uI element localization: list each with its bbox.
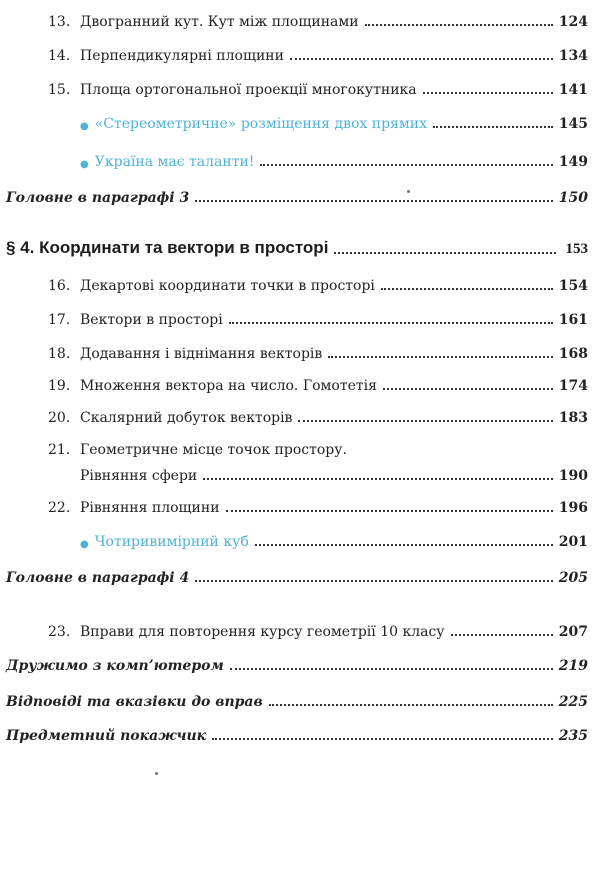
- toc-entry-22[interactable]: [48, 490, 588, 516]
- entry-page: 141: [558, 82, 588, 98]
- entry-title: Вправи для повторення курсу геометрії 10 класу: [80, 624, 445, 640]
- entry-title: Двогранний кут. Кут між площинами: [80, 14, 359, 30]
- entry-title: Чотиривимірний куб: [94, 534, 249, 550]
- entry-page: 207: [558, 624, 588, 640]
- toc-subentry-ukraine-talents[interactable]: [80, 144, 588, 170]
- entry-page: 219: [558, 658, 588, 674]
- entry-page: 196: [558, 500, 588, 516]
- dot-leader: [255, 543, 553, 546]
- entry-number: 18.: [48, 346, 71, 362]
- toc-entry-20[interactable]: [48, 400, 588, 426]
- entry-number: 19.: [48, 378, 71, 394]
- toc-summary-4[interactable]: [6, 560, 588, 586]
- entry-title: Україна має таланти!: [94, 154, 255, 170]
- entry-page: 225: [558, 694, 588, 710]
- dot-leader: [433, 125, 553, 128]
- dot-leader: [298, 419, 552, 422]
- dot-leader: [423, 91, 553, 94]
- dot-leader: [269, 703, 553, 706]
- toc-entry-18[interactable]: [48, 336, 588, 362]
- entry-title: Рівняння площини: [80, 500, 220, 516]
- entry-page: 150: [558, 190, 588, 206]
- entry-page: 161: [558, 312, 588, 328]
- entry-number: 14.: [48, 48, 71, 64]
- entry-page: 149: [558, 154, 588, 170]
- bullet-icon: ●: [80, 539, 89, 550]
- toc-entry-21-line1[interactable]: [48, 434, 347, 458]
- dot-leader: [226, 509, 553, 512]
- entry-page: 153: [565, 241, 588, 257]
- entry-page: 174: [558, 378, 588, 394]
- entry-title: Декартові координати точки в просторі: [80, 278, 375, 294]
- scan-speck: [155, 772, 158, 775]
- dot-leader: [195, 579, 553, 582]
- toc-entry-14[interactable]: [48, 38, 588, 64]
- section-title: § 4. Координати та вектори в просторі: [6, 238, 329, 257]
- entry-title: Додавання і віднімання векторів: [80, 346, 323, 362]
- dot-leader: [381, 287, 553, 290]
- entry-title: Головне в параграфі 4: [6, 570, 190, 586]
- toc-subentry-stereometric[interactable]: [80, 106, 588, 132]
- toc-entry-13[interactable]: [48, 4, 588, 30]
- entry-page: 235: [558, 728, 588, 744]
- entry-title: Перпендикулярні площини: [80, 48, 284, 64]
- toc-entry-15[interactable]: [48, 72, 588, 98]
- entry-page: 134: [558, 48, 588, 64]
- entry-title-cont: Рівняння сфери: [80, 468, 198, 484]
- dot-leader: [451, 633, 553, 636]
- dot-leader: [365, 23, 553, 26]
- entry-title: Відповіді та вказівки до вправ: [6, 694, 263, 710]
- entry-number: 15.: [48, 82, 71, 98]
- bullet-icon: ●: [80, 159, 89, 170]
- entry-number: 21.: [48, 442, 71, 458]
- toc-computer[interactable]: [6, 648, 588, 674]
- dot-leader: [212, 737, 553, 740]
- entry-page: 183: [558, 410, 588, 426]
- entry-page: 145: [558, 116, 588, 132]
- dot-leader: [328, 355, 553, 358]
- entry-title: Предметний покажчик: [6, 728, 207, 744]
- entry-number: 16.: [48, 278, 71, 294]
- entry-title: Вектори в просторі: [80, 312, 223, 328]
- entry-title: «Стереометричне» розміщення двох прямих: [94, 116, 427, 132]
- dot-leader: [195, 199, 553, 202]
- toc-entry-16[interactable]: [48, 268, 588, 294]
- entry-page: 205: [558, 570, 588, 586]
- scan-speck: [407, 190, 410, 193]
- entry-number: 22.: [48, 500, 71, 516]
- entry-title: Множення вектора на число. Гомотетія: [80, 378, 377, 394]
- entry-page: 168: [558, 346, 588, 362]
- toc-entry-19[interactable]: [48, 368, 588, 394]
- entry-number: 17.: [48, 312, 71, 328]
- entry-title: Дружимо з комп’ютером: [6, 658, 224, 674]
- entry-title: Скалярний добуток векторів: [80, 410, 293, 426]
- toc-subentry-4d-cube[interactable]: [80, 524, 588, 550]
- entry-page: 124: [558, 14, 588, 30]
- dot-leader: [290, 57, 553, 60]
- dot-leader: [229, 321, 553, 324]
- toc-entry-21-line2[interactable]: [80, 458, 588, 484]
- dot-leader: [230, 667, 553, 670]
- bullet-icon: ●: [80, 121, 89, 132]
- entry-page: 190: [558, 468, 588, 484]
- dot-leader: [260, 163, 552, 166]
- toc-index[interactable]: [6, 718, 588, 744]
- dot-leader: [383, 387, 553, 390]
- entry-number: 13.: [48, 14, 71, 30]
- entry-page: 154: [558, 278, 588, 294]
- toc-entry-23[interactable]: [48, 614, 588, 640]
- entry-number: 23.: [48, 624, 71, 640]
- entry-title: Головне в параграфі 3: [6, 190, 190, 206]
- dot-leader: [334, 251, 556, 254]
- toc-entry-17[interactable]: [48, 302, 588, 328]
- entry-title: Площа ортогональної проекції многокутника: [80, 82, 417, 98]
- toc-section-4[interactable]: [6, 232, 588, 258]
- dot-leader: [203, 477, 553, 480]
- entry-page: 201: [558, 534, 588, 550]
- toc-answers[interactable]: [6, 684, 588, 710]
- toc-summary-3[interactable]: [6, 180, 588, 206]
- entry-number: 20.: [48, 410, 71, 426]
- entry-title: Геометричне місце точок простору.: [80, 442, 347, 458]
